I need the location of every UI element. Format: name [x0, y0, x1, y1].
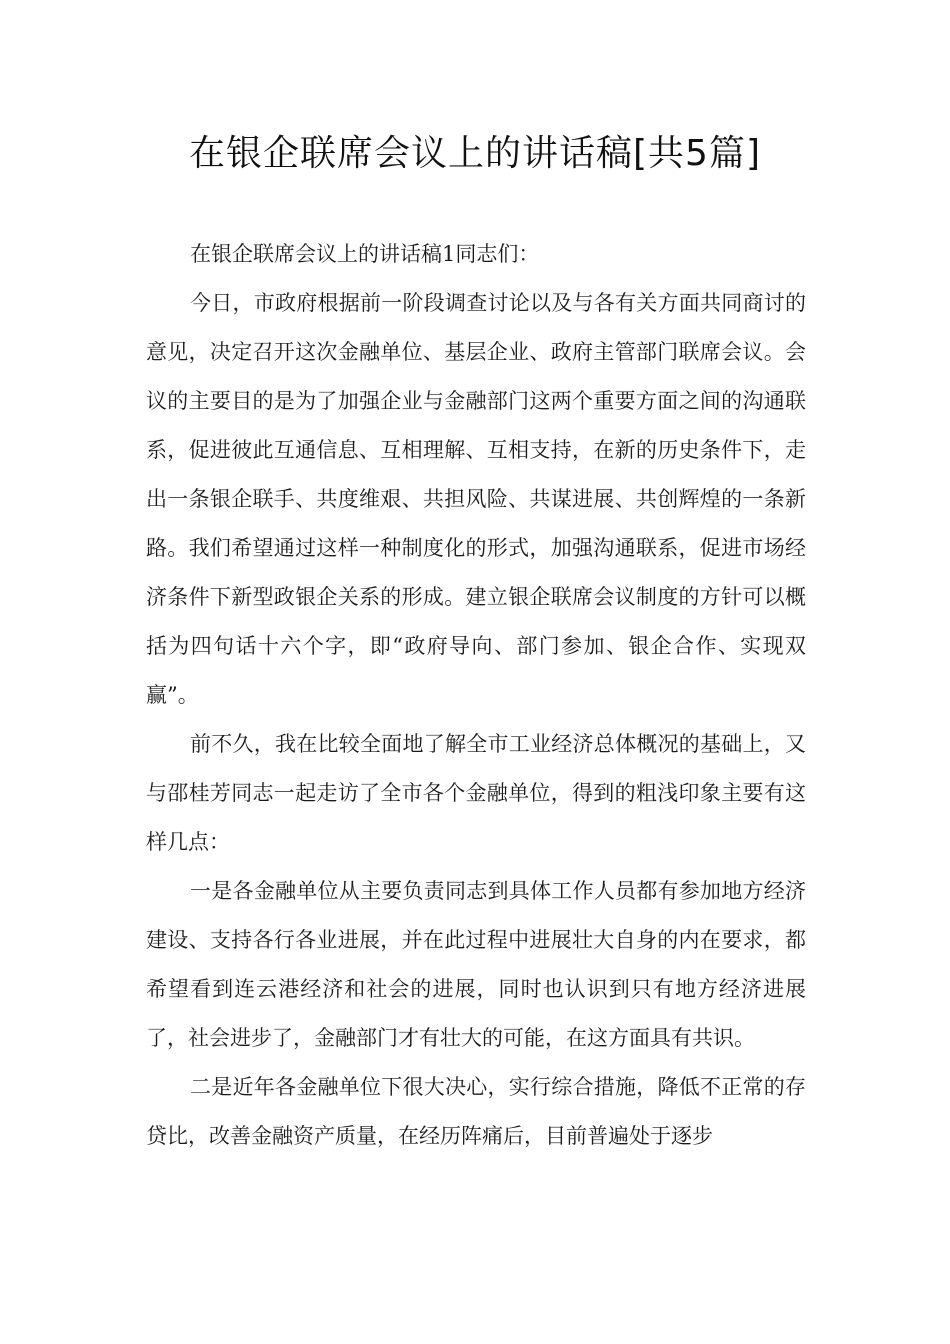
paragraph-3: 前不久，我在比较全面地了解全市工业经济总体概况的基础上，又与邵桂芳同志一起走访了全市各个金融单位，得到的粗浅印象主要有这样几点：: [146, 732, 806, 854]
paragraph-2: 今日，市政府根据前一阶段调查讨论以及与各有关方面共同商讨的意见，决定召开这次金融单位、基层企业、政府主管部门联席会议。会议的主要目的是为了加强企业与金融部门这两个重要方面之间的沟通联系，促进彼此互通信息、互相理解、互相支持，在新的历史条件下，走出一条银企联手、共度维艰、共担风险、共谋进展、共创辉煌的一条新路。我们希望通过这样一种制度化的形式，加强沟通联系，促进市场经济条件下新型政银企关系的形成。建立银企联席会议制度的方针可以概括为四句话十六个字，即“政府导向、部门参加、银企合作、实现双赢”。: [146, 291, 806, 707]
paragraph-1: 在银企联席会议上的讲话稿1同志们：: [190, 242, 540, 266]
document-title: 在银企联席会议上的讲话稿[共5篇]: [189, 133, 761, 174]
paragraph-4: 一是各金融单位从主要负责同志到具体工作人员都有参加地方经济建设、支持各行各业进展，并在此过程中进展壮大自身的内在要求，都希望看到连云港经济和社会的进展，同时也认识到只有地方经济进展了，社会进步了，金融部门才有壮大的可能，在这方面具有共识。: [146, 879, 806, 1050]
paragraph-5: 二是近年各金融单位下很大决心，实行综合措施，降低不正常的存贷比，改善金融资产质量，在经历阵痛后，目前普遍处于逐步: [146, 1075, 806, 1148]
document-body: [146, 230, 806, 1161]
